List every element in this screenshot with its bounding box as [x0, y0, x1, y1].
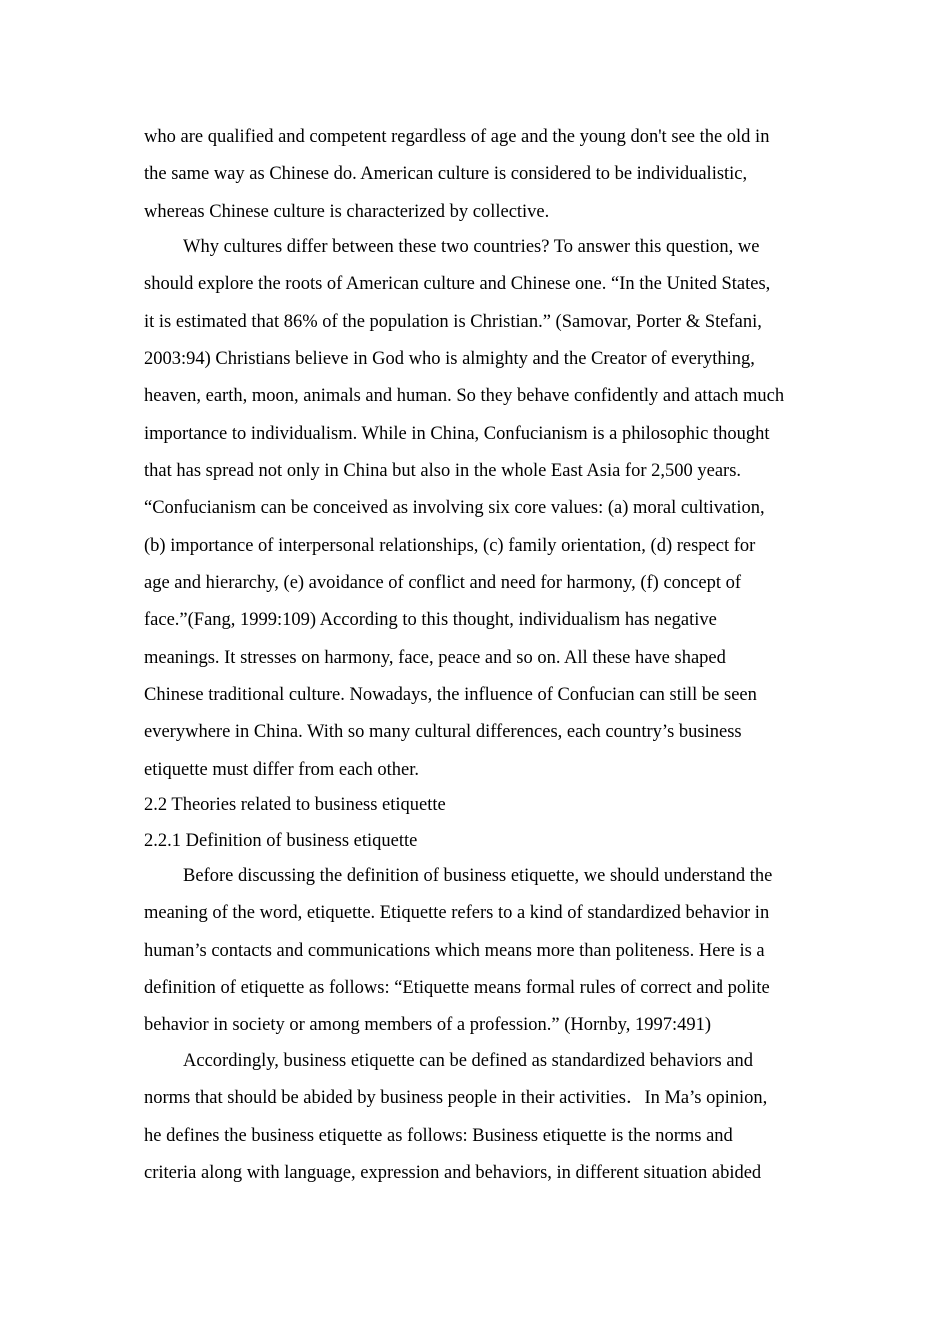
text-line: “Confucianism can be conceived as involving six core values: (a) moral cultivation,	[144, 498, 765, 518]
text-line: (b) importance of interpersonal relationships, (c) family orientation, (d) respect for	[144, 536, 756, 556]
text-line: criteria along with language, expression and behaviors, in different situation abided	[144, 1163, 762, 1183]
text-line: that has spread not only in China but also in the whole East Asia for 2,500 years.	[144, 461, 742, 481]
text-line: everywhere in China. With so many cultural differences, each country’s business	[144, 722, 742, 742]
paragraph-first-line: Before discussing the definition of business etiquette, we should understand the	[183, 866, 773, 886]
text-line: behavior in society or among members of a profession.” (Hornby, 1997:491)	[144, 1015, 712, 1035]
text-line: heaven, earth, moon, animals and human. So they behave confidently and attach much	[144, 386, 785, 406]
text-line: Chinese traditional culture. Nowadays, the influence of Confucian can still be seen	[144, 685, 757, 705]
text-line: definition of etiquette as follows: “Etiquette means formal rules of correct and polite	[144, 978, 770, 998]
text-line: age and hierarchy, (e) avoidance of conflict and need for harmony, (f) concept of	[144, 573, 742, 593]
text-line: who are qualified and competent regardless of age and the young don't see the old in	[144, 127, 770, 147]
subsection-heading: 2.2.1 Definition of business etiquette	[144, 831, 418, 851]
text-line: etiquette must differ from each other.	[144, 760, 420, 780]
text-line: 2003:94) Christians believe in God who is almighty and the Creator of everything,	[144, 349, 755, 369]
text-line: norms that should be abided by business people in their activities．In Ma’s opinion,	[144, 1088, 768, 1108]
text-line: should explore the roots of American culture and Chinese one. “In the United States,	[144, 274, 771, 294]
text-line: it is estimated that 86% of the population is Christian.” (Samovar, Porter & Stefani,	[144, 312, 762, 332]
text-line: whereas Chinese culture is characterized by collective.	[144, 202, 550, 222]
section-heading: 2.2 Theories related to business etiquette	[144, 795, 446, 815]
text-line: meanings. It stresses on harmony, face, peace and so on. All these have shaped	[144, 648, 726, 668]
paragraph-first-line: Accordingly, business etiquette can be defined as standardized behaviors and	[183, 1051, 754, 1071]
text-line: he defines the business etiquette as follows: Business etiquette is the norms and	[144, 1126, 733, 1146]
text-line: face.”(Fang, 1999:109) According to this thought, individualism has negative	[144, 610, 717, 630]
text-line: importance to individualism. While in China, Confucianism is a philosophic thought	[144, 424, 770, 444]
text-line: human’s contacts and communications which means more than politeness. Here is a	[144, 941, 765, 961]
text-line: the same way as Chinese do. American culture is considered to be individualistic,	[144, 164, 748, 184]
text-line: meaning of the word, etiquette. Etiquette refers to a kind of standardized behavior in	[144, 903, 770, 923]
paragraph-first-line: Why cultures differ between these two countries? To answer this question, we	[183, 237, 760, 257]
